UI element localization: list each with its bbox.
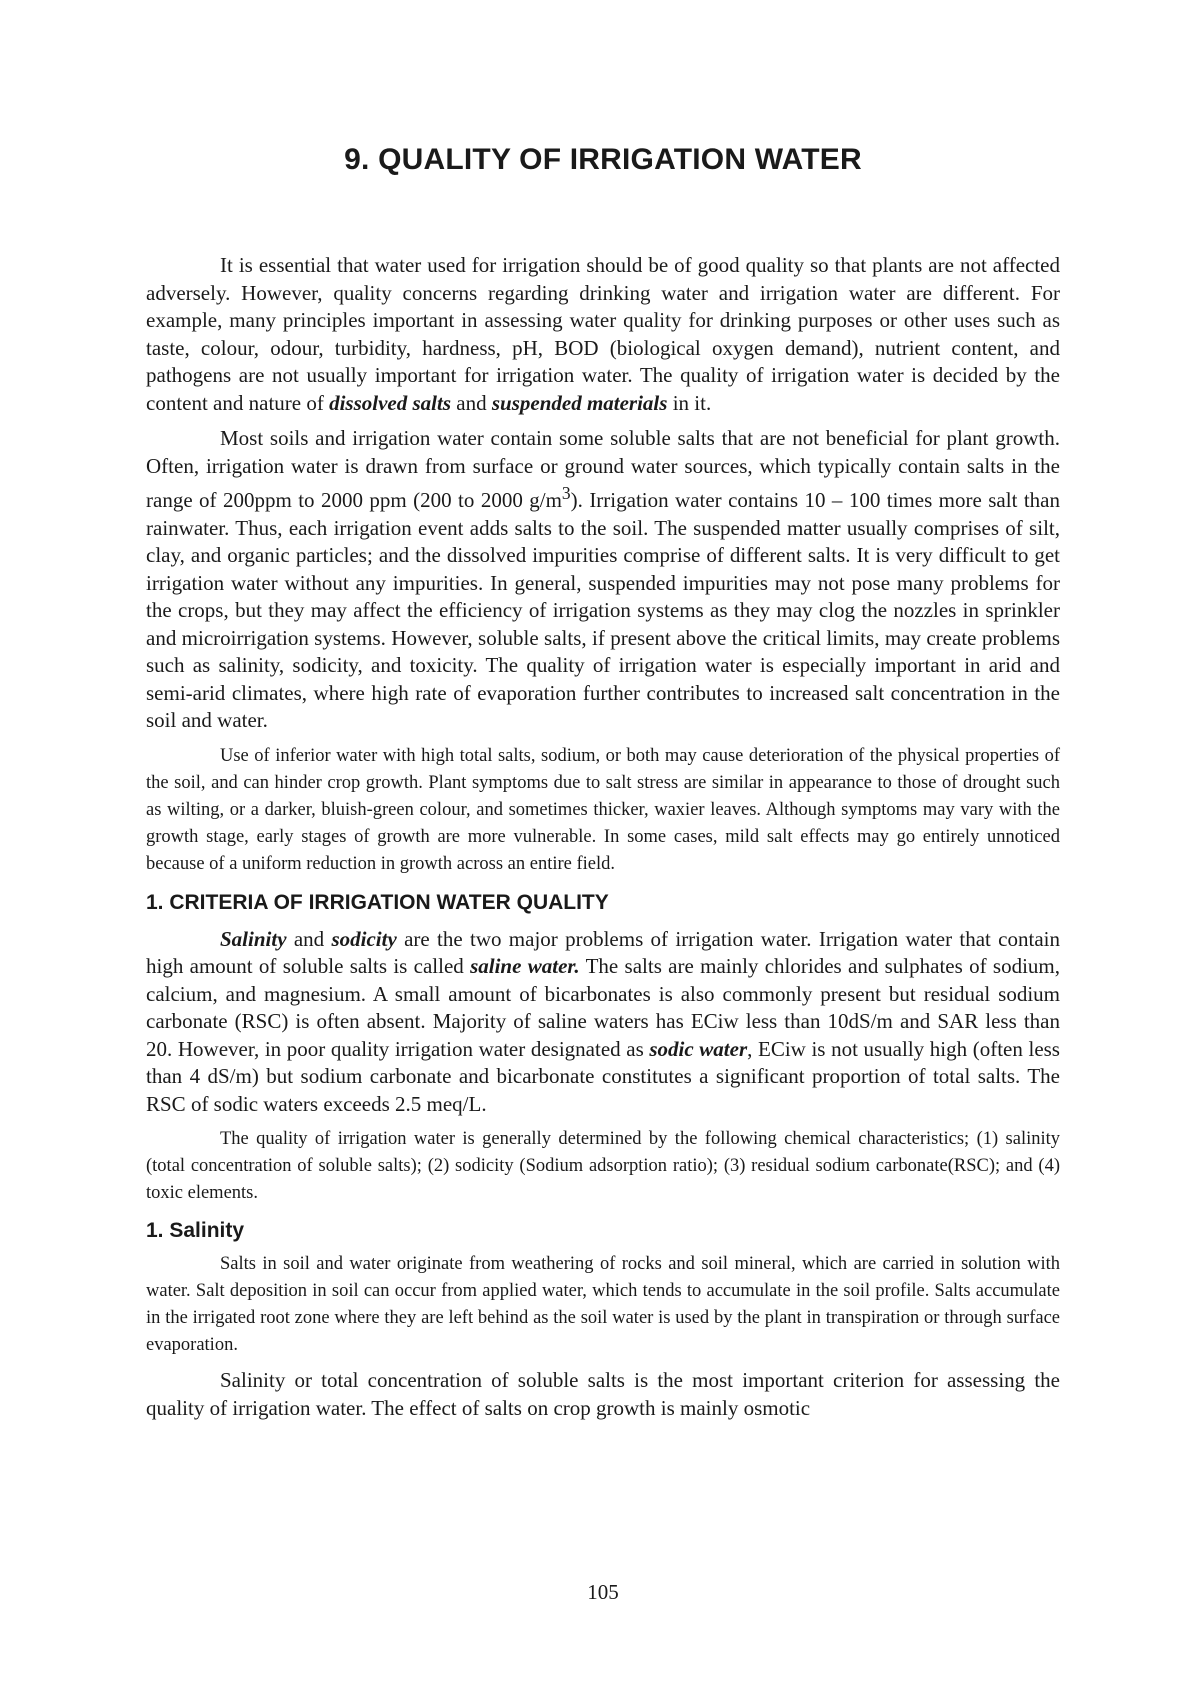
intro-paragraph-1: [146, 252, 1060, 417]
emphasis-sodicity: sodicity: [331, 926, 397, 951]
intro-p1-text-a: It is essential that water used for irrigation should be of good quality so that plants are not affected adversely. However, quality concerns regarding drinking water and irrigation water are different. For example, many principles important in assessing water quality for drinking purposes or other uses such as taste, colour, odour, turbidity, hardness, pH, BOD (biological oxygen demand), nutrient content, and pathogens are not usually important for irrigation water. The quality of irrigation water is decided by the content and nature of: [146, 253, 1060, 415]
criteria-paragraph-2: The quality of irrigation water is generally determined by the following chemical characteristics; (1) salinity (total concentration of soluble salts); (2) sodicity (Sodium adsorption ratio); (3) residual sodium carbonate(RSC); and (4) toxic elements.: [146, 1129, 1060, 1203]
intro-p2-text-b: ). Irrigation water contains 10 – 100 times more salt than rainwater. Thus, each irrigation event adds salts to the soil. The suspended matter usually comprises of silt, clay, and organic particles; and the dissolved impurities comprise of different salts. It is very difficult to get irrigation water without any impurities. In general, suspended impurities may not pose many problems for the crops, but they may affect the efficiency of irrigation systems as they may clog the nozzles in sprinkler and microirrigation systems. However, soluble salts, if present above the critical limits, may create problems such as salinity, sodicity, and toxicity. The quality of irrigation water is especially important in arid and semi-arid climates, where high rate of evaporation further contributes to increased salt concentration in the soil and water.: [146, 488, 1060, 732]
intro-p1-text-c: in it.: [667, 390, 712, 415]
emphasis-dissolved-salts: dissolved salts: [329, 390, 452, 415]
emphasis-salinity: Salinity: [220, 926, 287, 951]
criteria-p1-text-b: are the two major problems of irrigation water. Irrigation water that contain high amount of soluble salts is called: [146, 926, 1060, 978]
section-heading-criteria: 1. CRITERIA OF IRRIGATION WATER QUALITY: [146, 890, 609, 914]
emphasis-saline-water: saline water.: [470, 954, 580, 978]
subsection-heading-salinity: 1. Salinity: [146, 1219, 245, 1242]
body-text: [146, 252, 1060, 1430]
intro-paragraph-2: [146, 425, 1060, 735]
page-number: 105: [587, 1580, 619, 1604]
criteria-p1-text-a: and: [286, 926, 332, 951]
criteria-p1-text-c: The salts are mainly chlorides and sulphates of sodium, calcium, and magnesium. A small amount of bicarbonates is also commonly present but residual sodium carbonate (RSC) is often absent. Majority of saline waters has ECiw less than 10dS/m and SAR less than 20. However, in poor quality irrigation water designated as: [146, 954, 1060, 1061]
criteria-p1-text-d: , ECiw is not usually high (often less than 4 dS/m) but sodium carbonate and bicarbonate constitutes a significant proportion of total salts. The RSC of sodic waters exceeds 2.5 meq/L.: [146, 1036, 1060, 1116]
superscript-cubed: 3: [561, 483, 571, 503]
intro-p1-text-b: and: [451, 390, 492, 415]
emphasis-sodic-water: sodic water: [649, 1036, 748, 1061]
salinity-paragraph-1: Salts in soil and water originate from weathering of rocks and soil mineral, which are carried in solution with water. Salt deposition in soil can occur from applied water, which tends to accumulate in the soil profile. Salts accumulate in the irrigated root zone where they are left behind as the soil water is used by the plant in transpiration or through surface evaporation.: [146, 1254, 1060, 1355]
intro-p2-text-a: Most soils and irrigation water contain some soluble salts that are not beneficial for plant growth. Often, irrigation water is drawn from surface or ground water sources, which typically contain salts in the range of 200ppm to 2000 ppm (200 to 2000 g/m: [146, 426, 1060, 512]
chapter-title: 9. QUALITY OF IRRIGATION WATER: [344, 143, 862, 176]
intro-paragraph-3: Use of inferior water with high total salts, sodium, or both may cause deterioration of the physical properties of the soil, and can hinder crop growth. Plant symptoms due to salt stress are similar in appearance to those of drought such as wilting, or a darker, bluish-green colour, and sometimes thicker, waxier leaves. Although symptoms may vary with the growth stage, early stages of growth are more vulnerable. In some cases, mild salt effects may go entirely unnoticed because of a uniform reduction in growth across an entire field.: [146, 745, 1060, 874]
criteria-paragraph-1: [146, 926, 1060, 1119]
emphasis-suspended-materials: suspended materials: [491, 390, 668, 415]
salinity-paragraph-2: Salinity or total concentration of soluble salts is the most important criterion for assessing the quality of irrigation water. The effect of salts on crop growth is mainly osmotic: [146, 1368, 1060, 1420]
